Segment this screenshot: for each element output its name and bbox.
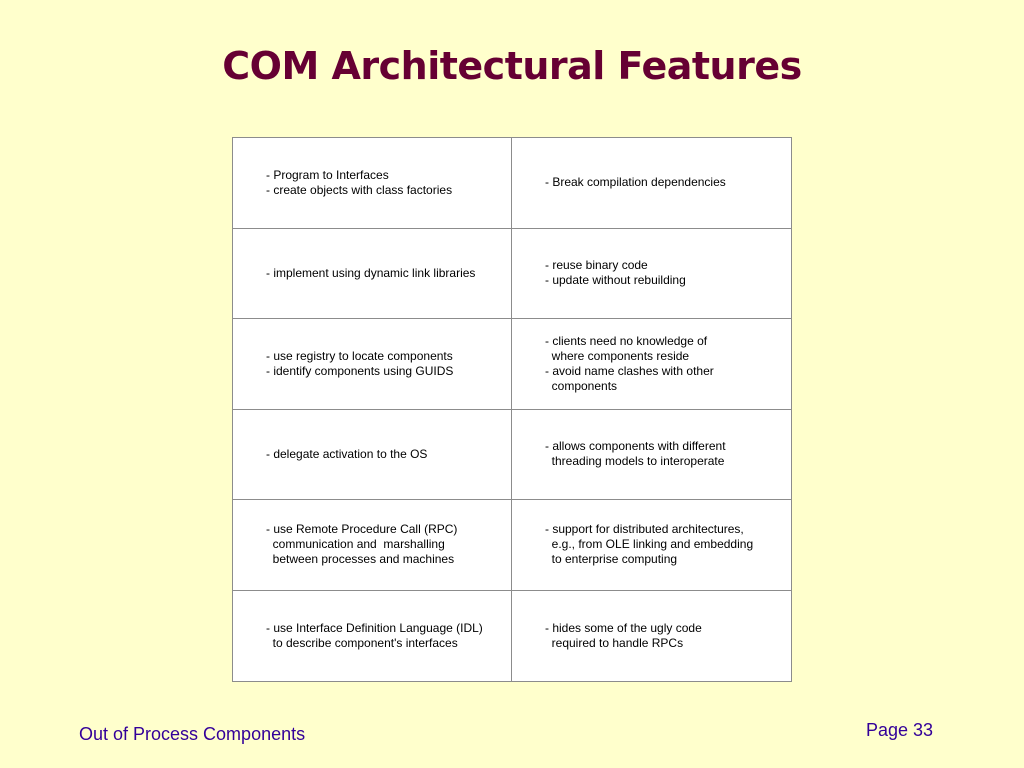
table-cell-benefit xyxy=(512,138,791,229)
table-cell-feature xyxy=(233,138,512,229)
benefit-text: - Break compilation dependencies xyxy=(545,175,726,190)
slide-title: COM Architectural Features xyxy=(222,44,802,88)
table-cell-feature xyxy=(233,319,512,410)
benefit-text: - support for distributed architectures, e.g., from OLE linking and embedding to enterprise computing xyxy=(545,522,754,567)
table-cell-feature xyxy=(233,591,512,682)
features-table xyxy=(232,137,792,682)
table-cell-feature xyxy=(233,229,512,320)
table-cell-benefit xyxy=(512,591,791,682)
benefit-text: - clients need no knowledge of where components reside - avoid name clashes with other components xyxy=(545,333,714,393)
footer-section-title: Out of Process Components xyxy=(79,724,306,744)
feature-text: - use registry to locate components - identify components using GUIDS xyxy=(266,348,454,378)
feature-text: - implement using dynamic link libraries xyxy=(266,265,476,280)
table-cell-benefit xyxy=(512,229,791,320)
benefit-text: - hides some of the ugly code required to handle RPCs xyxy=(545,620,702,650)
table-cell-benefit xyxy=(512,319,791,410)
benefit-text: - allows components with different threading models to interoperate xyxy=(545,439,726,469)
table-cell-feature xyxy=(233,410,512,501)
feature-text: - use Interface Definition Language (IDL) to describe component's interfaces xyxy=(266,620,483,650)
benefit-text: - reuse binary code - update without rebuilding xyxy=(545,258,686,288)
table-cell-feature xyxy=(233,500,512,591)
table-cell-benefit xyxy=(512,410,791,501)
feature-text: - Program to Interfaces - create objects with class factories xyxy=(266,167,453,197)
feature-text: - delegate activation to the OS xyxy=(266,446,428,461)
feature-text: - use Remote Procedure Call (RPC) communication and marshalling between processes and machines xyxy=(266,522,458,567)
page-number: Page 33 xyxy=(866,720,934,740)
table-cell-benefit xyxy=(512,500,791,591)
